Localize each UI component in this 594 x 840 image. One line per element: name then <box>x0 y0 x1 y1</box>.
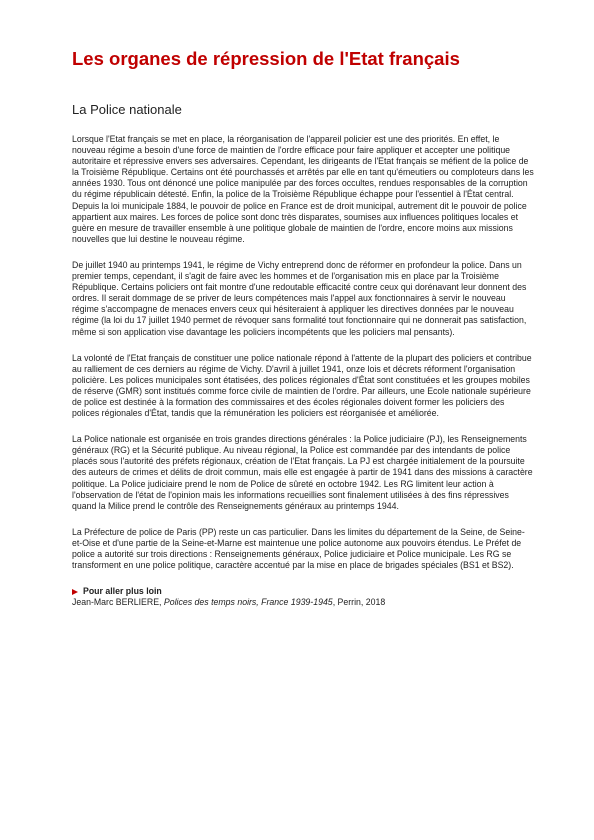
paragraph-4: La Police nationale est organisée en trois grandes directions générales : la Police judiciaire (PJ), les Renseignements généraux (RG) et la Sécurité publique. Au niveau régional, la Police est commandée par des intendants de police placés sous l'autorité des préfets régionaux, création de l'Etat français. La PJ est chargée initialement de la poursuite des auteurs de crimes et délits de droit commun, mais elle est engagée à partir de 1941 dans des missions à caractère politique. La Police judiciaire prend le nom de Police de sûreté en octobre 1942. Les RG limitent leur action à l'observation de l'état de l'opinion mais les informations recueillies sont finalement utilisées à des fins répressives quand la Milice prend le contrôle des Renseignements généraux au printemps 1944. <box>72 434 533 511</box>
reference-entry <box>72 597 534 608</box>
paragraph-1: Lorsque l'Etat français se met en place, la réorganisation de l'appareil policier est une des priorités. En effet, le nouveau régime a besoin d'une force de maintien de l'ordre efficace pour faire appliquer et accepter une politique autoritaire et répressive envers ses adversaires. Cependant, les dirigeants de l'Etat français se méfient de la police de la Troisième République. Certains ont été pourchassés et arrêtés par elle en tant qu'émeutiers ou comploteurs dans les années 1930. Tous ont dénoncé une police manipulée par des forces occultes, rendues responsables de la corruption du régime républicain détesté. Enfin, la police de la Troisième République échappe pour l'essentiel à l'État central. Depuis la loi municipale 1884, le pouvoir de police en France est de droit municipal, autrement dit le pouvoir de police appartient aux maires. Les forces de police sont donc très disparates, soumises aux influences politiques locales et guère en mesure de travailler ensemble à une politique globale de maintien de l'ordre, encore moins aux missions nouvelles que lui destine le nouveau régime. <box>72 134 534 244</box>
paragraph-2: De juillet 1940 au printemps 1941, le régime de Vichy entreprend donc de réformer en profondeur la police. Dans un premier temps, cependant, il s'agit de faire avec les hommes et de l'organisation mis en place par la Troisième République. Certains policiers ont fait montre d'une redoutable efficacité contre ceux qui dorénavant leur donnent des ordres. Il serait dommage de se priver de leurs compétences mais l'appel aux fonctionnaires à servir le nouveau régime s'accompagne de menaces envers ceux qui hésiteraient à appliquer les directives données par le nouveau régime (la loi du 17 juillet 1940 permet de révoquer sans formalité tout fonctionnaire qui ne donnerait pas satisfaction, même si son application vise davantage les policiers incompétents que les policiers mal pensants). <box>72 259 527 337</box>
further-reading-title: Pour aller plus loin <box>83 586 162 597</box>
further-reading-heading <box>72 586 534 597</box>
reference-book-title: Polices des temps noirs, France 1939-1945 <box>163 597 333 608</box>
paragraph-5: La Préfecture de police de Paris (PP) reste un cas particulier. Dans les limites du département de la Seine, de Seine-et-Oise et d'une partie de la Seine-et-Marne est maintenue une police autonome aux pouvoirs étendus. Le Préfet de police a autorité sur trois directions : Renseignements généraux, Police judiciaire et Police municipale. Les RG se transforment en une police politique, caractère accentué par la mise en place de brigades spéciales (BS1 et BS2). <box>72 526 525 571</box>
triangle-right-icon <box>72 589 78 595</box>
reference-author: Jean-Marc BERLIERE, <box>72 597 164 608</box>
paragraph-3: La volonté de l'Etat français de constituer une police nationale répond à l'attente de la plupart des policiers et contribue au ralliement de ces derniers au régime de Vichy. D'avril à juillet 1941, onze lois et décrets réforment l'organisation policière. Les polices municipales sont étatisées, des polices régionales d'État sont constituées et les groupes mobiles de réserve (GMR) sont institués comme force civile de maintien de l'ordre. Par ailleurs, une Ecole nationale supérieure de police est destinée à la formation des commissaires et des écoles régionales doivent former les policiers des polices régionales d'État, tandis que la rémunération les policiers est réorganisée et améliorée. <box>72 352 532 419</box>
reference-publisher: , Perrin, 2018 <box>332 597 386 608</box>
further-reading <box>72 586 534 608</box>
section-heading: La Police nationale <box>72 102 182 117</box>
page-title: Les organes de répression de l'Etat français <box>72 48 460 69</box>
